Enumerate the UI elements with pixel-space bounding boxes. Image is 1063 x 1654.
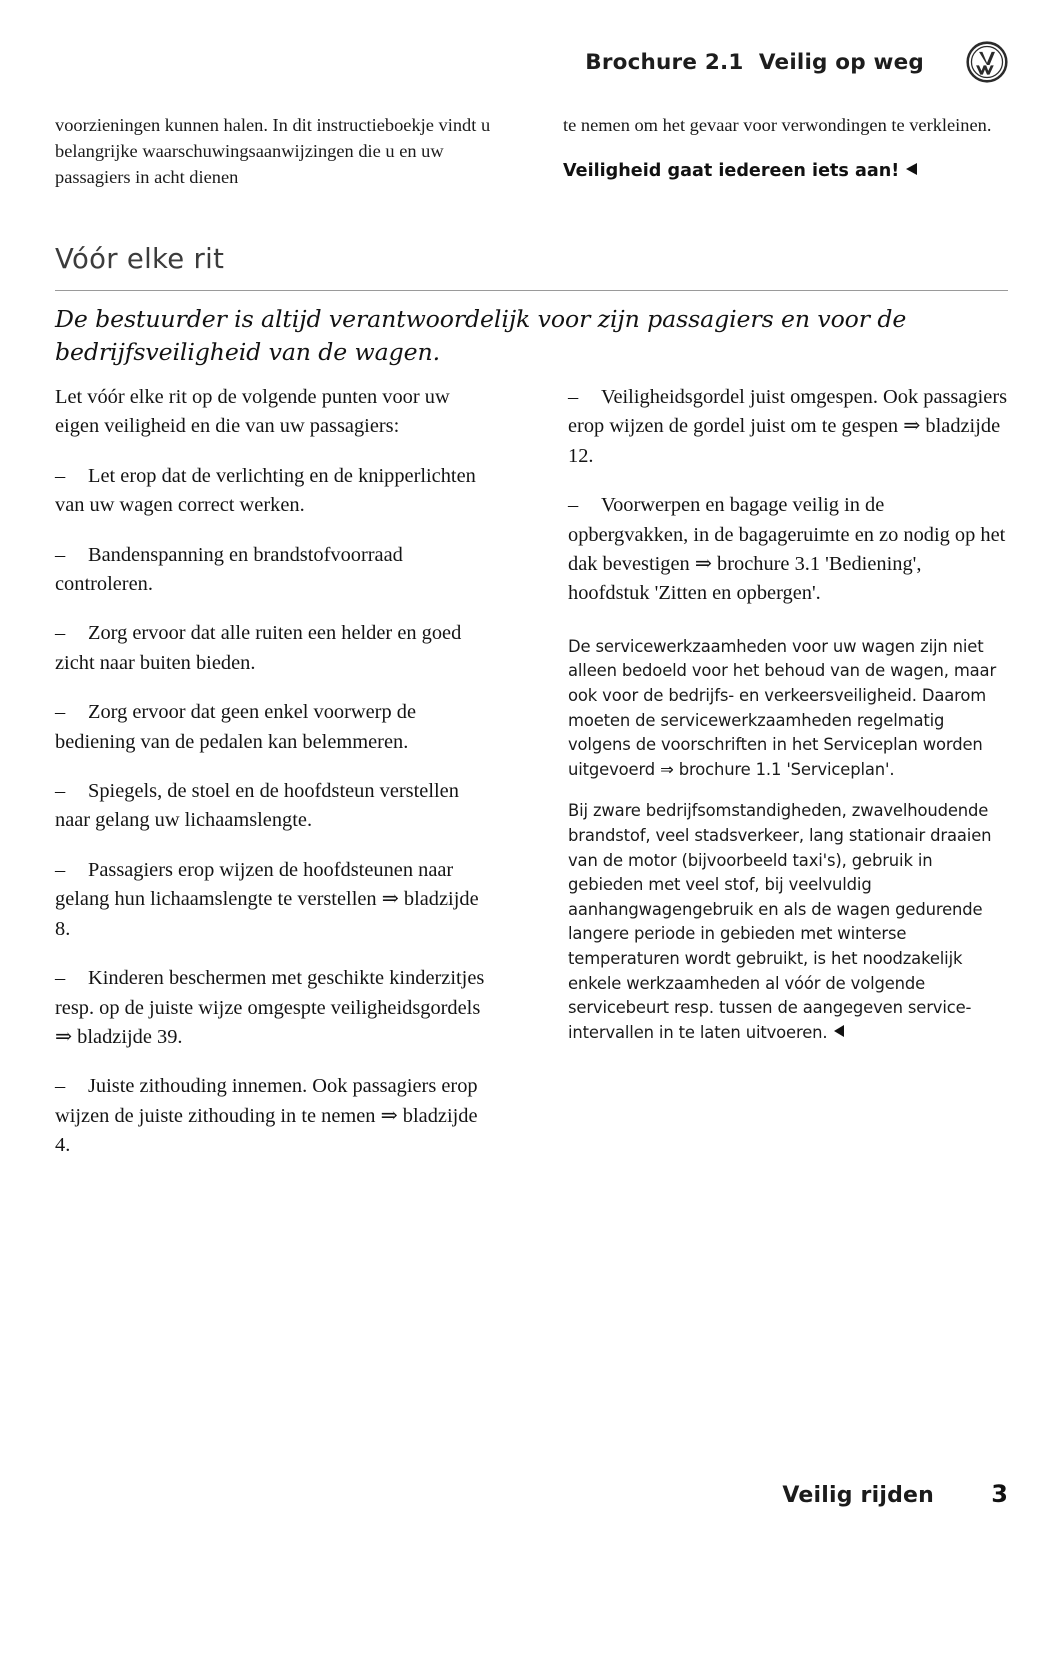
dash-bullet-icon: – xyxy=(55,464,66,487)
list-item-text: Bandenspanning en brandstofvoorraad controleren. xyxy=(55,543,403,596)
list-item-text: Kinderen beschermen met geschikte kinderzitjes resp. op de juiste wijze omgespte veiligheidsgordels ⇒ bladzijde 39. xyxy=(55,967,485,1048)
list-item-text: Zorg ervoor dat geen enkel voorwerp de bediening van de pedalen kan belemmeren. xyxy=(55,701,417,753)
service-note-paragraph: De servicewerkzaamheden voor uw wagen zijn niet alleen bedoeld voor het behoud van de wagen, maar ook voor de bedrijfs- en verkeersveiligheid. Daarom moeten de servicewerkzaamheden regelmatig volgens de voorschriften in het Serviceplan worden uitgevoerd ⇒ brochure 1.1 'Serviceplan'. xyxy=(568,636,997,779)
dash-bullet-icon: – xyxy=(55,967,66,990)
list-item-text: Juiste zithouding innemen. Ook passagiers erop wijzen de juiste zithouding in te nemen ⇒ bladzijde 4. xyxy=(55,1075,478,1157)
dash-bullet-icon: – xyxy=(55,780,66,803)
column-gutter xyxy=(500,112,563,190)
intro-left-paragraph: voorzieningen kunnen halen. In dit instructieboekje vindt u belangrijke waarschuwingsaanwijzingen die u en uw passagiers in acht dienen xyxy=(55,115,491,187)
severe-conditions-note-text: Bij zware bedrijfsomstandigheden, zwavelhoudende brandstof, veel stadsverkeer, lang stationair draaien van de motor (bijvoorbeeld taxi's), gebruik in gebieden met veel stof, bij veelvuldig aanhangwagengebruik en als de wagen gedurende langere periode in gebieden met winterse temperaturen wordt gebruikt, is het noodzakelijk enkele werkzaamheden al vóór de volgende servicebeurt resp. tussen de aangegeven service-intervallen in te laten uitvoeren. xyxy=(568,801,992,1042)
dash-bullet-icon: – xyxy=(568,386,579,408)
page-footer xyxy=(55,1480,1008,1508)
list-item xyxy=(55,698,495,757)
main-columns xyxy=(55,383,1008,1181)
dash-bullet-icon: – xyxy=(55,622,66,645)
section-lead-paragraph: De bestuurder is altijd verantwoordelijk voor zijn passagiers en voor de bedrijfsveiligheid van de wagen. xyxy=(55,305,907,366)
intro-bold-text: Veiligheid gaat iedereen iets aan! xyxy=(563,161,900,181)
footer-section-label: Veilig rijden xyxy=(782,1483,934,1508)
main-left-column xyxy=(55,383,495,1181)
intro-left-column xyxy=(55,112,500,190)
list-item xyxy=(568,491,1008,609)
vw-logo-icon xyxy=(966,41,1008,83)
dash-bullet-icon: – xyxy=(55,543,66,566)
list-item xyxy=(55,856,495,944)
dash-bullet-icon: – xyxy=(55,701,66,724)
intro-right-paragraph: te nemen om het gevaar voor verwondingen te verkleinen. xyxy=(563,115,992,135)
main-column-gutter xyxy=(495,383,568,1181)
left-intro-paragraph: Let vóór elke rit op de volgende punten voor uw eigen veiligheid en die van uw passagiers: xyxy=(55,386,450,438)
dash-bullet-icon: – xyxy=(568,494,579,517)
section-divider xyxy=(55,290,1008,291)
severe-conditions-note-paragraph xyxy=(568,799,1008,1045)
section-heading: Vóór elke rit xyxy=(55,243,225,275)
list-item xyxy=(55,777,495,836)
list-item-text: Let erop dat de verlichting en de knipperlichten van uw wagen correct werken. xyxy=(55,464,476,517)
dash-bullet-icon: – xyxy=(55,858,66,881)
header-title: Brochure 2.1 Veilig op weg xyxy=(585,49,924,75)
end-marker-triangle-icon xyxy=(906,163,917,175)
page-header xyxy=(55,38,1008,86)
list-item xyxy=(55,462,495,521)
list-item-text: Zorg ervoor dat alle ruiten een helder en goed zicht naar buiten bieden. xyxy=(55,622,462,674)
list-item xyxy=(55,619,495,678)
list-item xyxy=(55,1072,495,1160)
list-item-text: Voorwerpen en bagage veilig in de opbergvakken, in de bagageruimte en zo nodig op het dak bevestigen ⇒ brochure 3.1 'Bediening', hoofdstuk 'Zitten en opbergen'. xyxy=(568,494,1006,605)
list-item xyxy=(55,541,495,600)
list-item xyxy=(568,383,1008,471)
list-item-text: Veiligheidsgordel juist omgespen. Ook passagiers erop wijzen de gordel juist om te gespen ⇒ bladzijde 12. xyxy=(568,386,1008,467)
intro-right-column xyxy=(563,112,1008,190)
list-item xyxy=(55,964,495,1052)
intro-columns xyxy=(55,112,1008,190)
end-marker-triangle-icon xyxy=(834,1025,844,1037)
footer-page-number: 3 xyxy=(991,1480,1008,1508)
dash-bullet-icon: – xyxy=(55,1075,66,1098)
list-item-text: Spiegels, de stoel en de hoofdsteun verstellen naar gelang uw lichaamslengte. xyxy=(55,780,459,832)
intro-bold-statement xyxy=(563,158,1008,184)
main-right-column xyxy=(568,383,1008,1181)
list-item-text: Passagiers erop wijzen de hoofdsteunen naar gelang hun lichaamslengte te verstellen ⇒ bladzijde 8. xyxy=(55,858,479,940)
